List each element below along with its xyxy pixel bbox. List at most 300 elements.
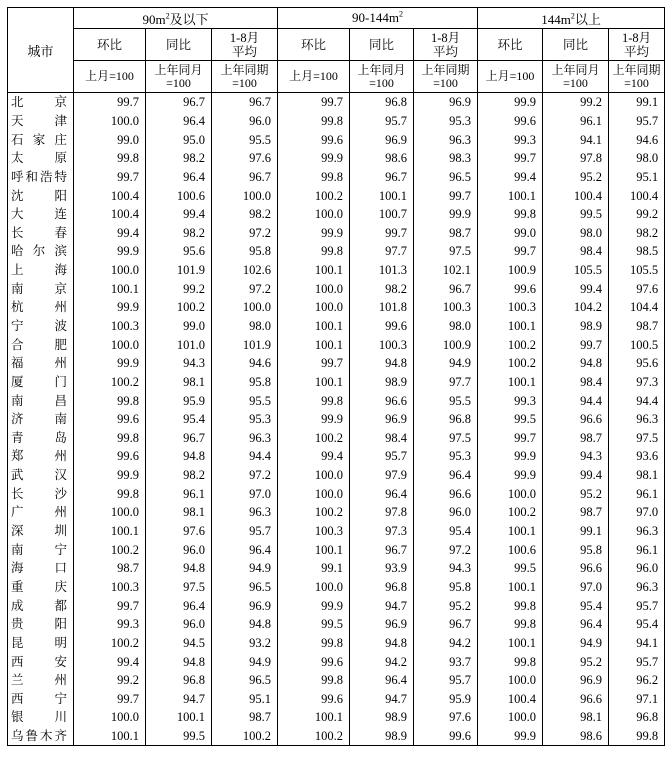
value-cell: 99.6 — [478, 112, 543, 131]
value-cell: 94.7 — [146, 690, 212, 709]
value-cell: 96.4 — [146, 112, 212, 131]
city-name: 宁 波 — [11, 319, 67, 333]
table-row — [8, 484, 665, 503]
value-cell: 104.4 — [609, 298, 665, 317]
city-cell — [8, 503, 74, 522]
table-row — [8, 708, 665, 727]
value-cell: 99.9 — [478, 93, 543, 112]
value-cell: 99.7 — [278, 93, 350, 112]
value-cell: 96.6 — [543, 410, 609, 429]
city-cell — [8, 93, 74, 112]
value-cell: 96.6 — [543, 559, 609, 578]
value-cell: 100.7 — [350, 205, 414, 224]
city-cell — [8, 130, 74, 149]
city-column-header: 城市 — [8, 8, 74, 93]
city-name: 长 春 — [11, 225, 67, 240]
city-cell — [8, 391, 74, 410]
table-row — [8, 503, 665, 522]
city-cell — [8, 540, 74, 559]
value-cell: 95.7 — [414, 671, 478, 690]
value-cell: 97.8 — [543, 149, 609, 168]
value-cell: 94.8 — [146, 652, 212, 671]
city-name: 南 宁 — [11, 542, 67, 557]
value-cell: 94.9 — [212, 559, 278, 578]
value-cell: 96.4 — [543, 615, 609, 634]
value-cell: 100.0 — [278, 298, 350, 317]
base-header-ytd-avg: 上年同期 =100 — [609, 61, 665, 93]
value-cell: 100.1 — [478, 634, 543, 653]
value-cell: 105.5 — [543, 261, 609, 280]
value-cell: 96.4 — [146, 168, 212, 187]
table-row — [8, 261, 665, 280]
value-cell: 96.4 — [414, 466, 478, 485]
value-cell: 100.3 — [478, 298, 543, 317]
city-cell — [8, 373, 74, 392]
value-cell: 99.8 — [74, 391, 146, 410]
value-cell: 95.7 — [609, 596, 665, 615]
table-row — [8, 335, 665, 354]
city-name: 银 川 — [11, 710, 67, 725]
value-cell: 97.2 — [414, 540, 478, 559]
value-cell: 100.1 — [278, 261, 350, 280]
value-cell: 99.4 — [278, 447, 350, 466]
value-cell: 97.0 — [609, 503, 665, 522]
value-cell: 95.4 — [609, 615, 665, 634]
value-cell: 99.9 — [74, 354, 146, 373]
group-header-small: $90m^2$及以下 — [74, 8, 278, 29]
value-cell: 100.1 — [278, 317, 350, 336]
value-cell: 96.0 — [146, 615, 212, 634]
city-name: 兰 州 — [11, 673, 67, 688]
value-cell: 96.8 — [350, 93, 414, 112]
value-cell: 96.3 — [609, 410, 665, 429]
value-cell: 93.9 — [350, 559, 414, 578]
value-cell: 99.7 — [414, 186, 478, 205]
value-cell: 97.2 — [212, 466, 278, 485]
value-cell: 98.1 — [543, 708, 609, 727]
city-name: 长 沙 — [11, 486, 67, 501]
value-cell: 100.1 — [74, 279, 146, 298]
value-cell: 95.1 — [609, 168, 665, 187]
value-cell: 99.7 — [543, 335, 609, 354]
value-cell: 100.1 — [478, 373, 543, 392]
value-cell: 96.7 — [350, 168, 414, 187]
value-cell: 99.4 — [543, 279, 609, 298]
value-cell: 98.1 — [146, 503, 212, 522]
value-cell: 99.4 — [74, 652, 146, 671]
base-header-mom: 上月=100 — [74, 61, 146, 93]
value-cell: 99.8 — [478, 596, 543, 615]
value-cell: 99.0 — [74, 130, 146, 149]
value-cell: 98.7 — [212, 708, 278, 727]
value-cell: 96.7 — [350, 540, 414, 559]
value-cell: 99.9 — [278, 223, 350, 242]
value-cell: 100.2 — [146, 298, 212, 317]
value-cell: 99.7 — [278, 354, 350, 373]
value-cell: 99.9 — [74, 242, 146, 261]
value-cell: 99.8 — [478, 205, 543, 224]
value-cell: 100.0 — [74, 261, 146, 280]
city-cell — [8, 690, 74, 709]
value-cell: 100.1 — [74, 727, 146, 746]
value-cell: 100.2 — [278, 186, 350, 205]
value-cell: 99.8 — [478, 615, 543, 634]
city-cell — [8, 205, 74, 224]
value-cell: 98.2 — [146, 223, 212, 242]
value-cell: 100.1 — [478, 186, 543, 205]
table-row — [8, 447, 665, 466]
value-cell: 96.9 — [212, 596, 278, 615]
value-cell: 95.1 — [212, 690, 278, 709]
group-header-medium: $90-144m^2$ — [278, 8, 478, 29]
value-cell: 95.2 — [414, 596, 478, 615]
city-cell — [8, 317, 74, 336]
value-cell: 97.0 — [543, 578, 609, 597]
value-cell: 97.5 — [609, 429, 665, 448]
city-name: 天 津 — [11, 113, 67, 128]
value-cell: 94.3 — [146, 354, 212, 373]
value-cell: 100.1 — [146, 708, 212, 727]
value-cell: 95.5 — [212, 391, 278, 410]
city-cell — [8, 447, 74, 466]
city-cell — [8, 279, 74, 298]
value-cell: 95.2 — [543, 652, 609, 671]
value-cell: 96.9 — [350, 615, 414, 634]
value-cell: 100.2 — [74, 634, 146, 653]
table-row — [8, 690, 665, 709]
value-cell: 99.9 — [478, 727, 543, 746]
table-row — [8, 727, 665, 746]
value-cell: 100.2 — [278, 503, 350, 522]
city-cell — [8, 112, 74, 131]
value-cell: 95.5 — [212, 130, 278, 149]
sub-header-yoy: 同比 — [350, 29, 414, 61]
value-cell: 98.1 — [609, 466, 665, 485]
city-cell — [8, 429, 74, 448]
city-cell — [8, 634, 74, 653]
city-cell — [8, 522, 74, 541]
value-cell: 96.3 — [609, 522, 665, 541]
table-row — [8, 522, 665, 541]
table-row — [8, 279, 665, 298]
value-cell: 95.5 — [414, 391, 478, 410]
price-index-table-container — [7, 7, 665, 746]
value-cell: 99.4 — [543, 466, 609, 485]
city-cell — [8, 261, 74, 280]
city-cell — [8, 615, 74, 634]
value-cell: 97.6 — [414, 708, 478, 727]
value-cell: 100.0 — [74, 335, 146, 354]
value-cell: 95.7 — [609, 112, 665, 131]
table-row — [8, 466, 665, 485]
value-cell: 96.1 — [609, 540, 665, 559]
value-cell: 99.4 — [146, 205, 212, 224]
value-cell: 99.7 — [478, 149, 543, 168]
value-cell: 95.9 — [414, 690, 478, 709]
value-cell: 96.7 — [414, 279, 478, 298]
value-cell: 96.4 — [146, 596, 212, 615]
value-cell: 99.8 — [74, 484, 146, 503]
value-cell: 94.9 — [543, 634, 609, 653]
value-cell: 94.1 — [543, 130, 609, 149]
value-cell: 99.9 — [278, 149, 350, 168]
city-name: 杭 州 — [11, 300, 67, 315]
value-cell: 94.7 — [350, 690, 414, 709]
value-cell: 97.1 — [609, 690, 665, 709]
table-row — [8, 149, 665, 168]
table-row — [8, 634, 665, 653]
value-cell: 95.7 — [609, 652, 665, 671]
value-cell: 99.8 — [278, 112, 350, 131]
value-cell: 99.9 — [478, 447, 543, 466]
header-base-row — [8, 61, 665, 93]
value-cell: 100.1 — [74, 522, 146, 541]
value-cell: 98.7 — [74, 559, 146, 578]
city-name: 昆 明 — [11, 635, 67, 650]
table-row — [8, 559, 665, 578]
table-row — [8, 130, 665, 149]
value-cell: 100.3 — [350, 335, 414, 354]
value-cell: 99.6 — [414, 727, 478, 746]
value-cell: 95.9 — [146, 391, 212, 410]
value-cell: 100.0 — [278, 578, 350, 597]
table-row — [8, 391, 665, 410]
city-name: 武 汉 — [11, 468, 67, 483]
value-cell: 99.6 — [350, 317, 414, 336]
value-cell: 99.5 — [478, 559, 543, 578]
value-cell: 99.4 — [74, 223, 146, 242]
value-cell: 99.9 — [478, 466, 543, 485]
city-cell — [8, 652, 74, 671]
value-cell: 95.0 — [146, 130, 212, 149]
value-cell: 95.7 — [350, 447, 414, 466]
value-cell: 96.7 — [212, 93, 278, 112]
city-name: 西 安 — [11, 654, 67, 669]
city-cell — [8, 466, 74, 485]
value-cell: 94.4 — [609, 391, 665, 410]
value-cell: 96.7 — [414, 615, 478, 634]
value-cell: 93.2 — [212, 634, 278, 653]
value-cell: 99.8 — [278, 634, 350, 653]
value-cell: 98.7 — [543, 429, 609, 448]
sub-header-mom: 环比 — [478, 29, 543, 61]
value-cell: 98.6 — [543, 727, 609, 746]
value-cell: 96.8 — [414, 410, 478, 429]
value-cell: 99.4 — [478, 168, 543, 187]
value-cell: 96.4 — [212, 540, 278, 559]
value-cell: 99.7 — [74, 168, 146, 187]
value-cell: 100.0 — [278, 484, 350, 503]
city-name: 上 海 — [11, 263, 67, 278]
value-cell: 94.6 — [609, 130, 665, 149]
value-cell: 96.1 — [609, 484, 665, 503]
city-name: 哈 尔 滨 — [11, 244, 67, 259]
value-cell: 100.2 — [74, 373, 146, 392]
city-name: 合 肥 — [11, 337, 67, 352]
city-cell — [8, 354, 74, 373]
value-cell: 93.6 — [609, 447, 665, 466]
value-cell: 99.7 — [74, 93, 146, 112]
value-cell: 104.2 — [543, 298, 609, 317]
city-name: 郑 州 — [11, 449, 67, 464]
value-cell: 100.0 — [278, 279, 350, 298]
value-cell: 98.9 — [350, 373, 414, 392]
value-cell: 100.1 — [478, 317, 543, 336]
city-cell — [8, 149, 74, 168]
value-cell: 99.9 — [74, 466, 146, 485]
value-cell: 101.3 — [350, 261, 414, 280]
value-cell: 102.6 — [212, 261, 278, 280]
value-cell: 97.5 — [146, 578, 212, 597]
value-cell: 95.3 — [414, 447, 478, 466]
value-cell: 96.0 — [146, 540, 212, 559]
value-cell: 99.2 — [543, 93, 609, 112]
city-name: 沈 阳 — [11, 188, 67, 203]
value-cell: 98.2 — [350, 279, 414, 298]
value-cell: 97.3 — [350, 522, 414, 541]
value-cell: 105.5 — [609, 261, 665, 280]
table-row — [8, 373, 665, 392]
value-cell: 98.4 — [543, 242, 609, 261]
base-header-mom: 上月=100 — [278, 61, 350, 93]
value-cell: 95.8 — [414, 578, 478, 597]
city-cell: 呼和浩特 — [8, 168, 74, 187]
value-cell: 100.0 — [478, 708, 543, 727]
city-name: 厦 门 — [11, 374, 67, 389]
value-cell: 100.2 — [478, 335, 543, 354]
value-cell: 100.1 — [278, 335, 350, 354]
value-cell: 96.2 — [609, 671, 665, 690]
value-cell: 94.3 — [543, 447, 609, 466]
base-header-ytd-avg: 上年同期 =100 — [212, 61, 278, 93]
value-cell: 96.0 — [414, 503, 478, 522]
city-name: 成 都 — [11, 598, 67, 613]
value-cell: 97.0 — [212, 484, 278, 503]
table-row — [8, 93, 665, 112]
value-cell: 95.3 — [414, 112, 478, 131]
city-name: 深 圳 — [11, 524, 67, 539]
value-cell: 100.3 — [74, 317, 146, 336]
value-cell: 96.7 — [212, 168, 278, 187]
value-cell: 94.9 — [212, 652, 278, 671]
city-cell — [8, 484, 74, 503]
table-row — [8, 112, 665, 131]
value-cell: 99.9 — [278, 410, 350, 429]
value-cell: 99.8 — [609, 727, 665, 746]
value-cell: 94.8 — [146, 559, 212, 578]
city-cell — [8, 596, 74, 615]
value-cell: 100.6 — [146, 186, 212, 205]
value-cell: 97.8 — [350, 503, 414, 522]
value-cell: 94.2 — [350, 652, 414, 671]
city-name: 石 家 庄 — [11, 132, 67, 147]
city-cell — [8, 708, 74, 727]
value-cell: 100.3 — [278, 522, 350, 541]
value-cell: 100.1 — [478, 578, 543, 597]
value-cell: 98.1 — [146, 373, 212, 392]
value-cell: 94.5 — [146, 634, 212, 653]
value-cell: 100.6 — [478, 540, 543, 559]
city-name: 太 原 — [11, 151, 67, 166]
value-cell: 96.4 — [350, 484, 414, 503]
base-header-mom: 上月=100 — [478, 61, 543, 93]
value-cell: 96.3 — [609, 578, 665, 597]
value-cell: 98.4 — [350, 429, 414, 448]
value-cell: 96.9 — [350, 130, 414, 149]
value-cell: 99.8 — [74, 149, 146, 168]
value-cell: 99.6 — [478, 279, 543, 298]
table-row — [8, 298, 665, 317]
sub-header-ytd-avg: 1-8月 平均 — [414, 29, 478, 61]
value-cell: 96.8 — [146, 671, 212, 690]
sub-header-mom: 环比 — [278, 29, 350, 61]
table-row — [8, 242, 665, 261]
value-cell: 96.9 — [543, 671, 609, 690]
value-cell: 98.2 — [146, 466, 212, 485]
value-cell: 99.3 — [478, 391, 543, 410]
value-cell: 97.6 — [609, 279, 665, 298]
value-cell: 96.6 — [543, 690, 609, 709]
city-name: 大 连 — [11, 207, 67, 222]
table-row — [8, 540, 665, 559]
value-cell: 98.0 — [543, 223, 609, 242]
value-cell: 96.9 — [350, 410, 414, 429]
city-name: 南 京 — [11, 281, 67, 296]
value-cell: 94.8 — [212, 615, 278, 634]
base-header-yoy: 上年同月 =100 — [543, 61, 609, 93]
value-cell: 94.8 — [350, 634, 414, 653]
value-cell: 96.5 — [212, 671, 278, 690]
value-cell: 93.7 — [414, 652, 478, 671]
city-cell — [8, 223, 74, 242]
value-cell: 98.2 — [609, 223, 665, 242]
value-cell: 98.0 — [414, 317, 478, 336]
value-cell: 99.5 — [146, 727, 212, 746]
base-header-yoy: 上年同月 =100 — [146, 61, 212, 93]
value-cell: 95.2 — [543, 168, 609, 187]
value-cell: 94.3 — [414, 559, 478, 578]
value-cell: 100.2 — [212, 727, 278, 746]
value-cell: 94.4 — [543, 391, 609, 410]
value-cell: 100.4 — [74, 186, 146, 205]
city-cell — [8, 578, 74, 597]
value-cell: 95.6 — [609, 354, 665, 373]
sub-header-ytd-avg: 1-8月 平均 — [212, 29, 278, 61]
city-name: 福 州 — [11, 356, 67, 371]
value-cell: 94.7 — [350, 596, 414, 615]
table-row — [8, 578, 665, 597]
value-cell: 100.1 — [278, 540, 350, 559]
value-cell: 99.3 — [478, 130, 543, 149]
city-name: 重 庆 — [11, 579, 67, 594]
value-cell: 95.8 — [543, 540, 609, 559]
value-cell: 96.6 — [414, 484, 478, 503]
value-cell: 96.1 — [543, 112, 609, 131]
value-cell: 96.6 — [350, 391, 414, 410]
value-cell: 97.3 — [609, 373, 665, 392]
value-cell: 98.5 — [609, 242, 665, 261]
value-cell: 100.9 — [414, 335, 478, 354]
value-cell: 99.3 — [74, 615, 146, 634]
value-cell: 99.5 — [278, 615, 350, 634]
value-cell: 99.8 — [478, 652, 543, 671]
value-cell: 100.3 — [414, 298, 478, 317]
value-cell: 101.9 — [212, 335, 278, 354]
value-cell: 99.6 — [74, 447, 146, 466]
value-cell: 100.1 — [278, 373, 350, 392]
value-cell: 96.4 — [350, 671, 414, 690]
sub-header-ytd-avg: 1-8月 平均 — [609, 29, 665, 61]
